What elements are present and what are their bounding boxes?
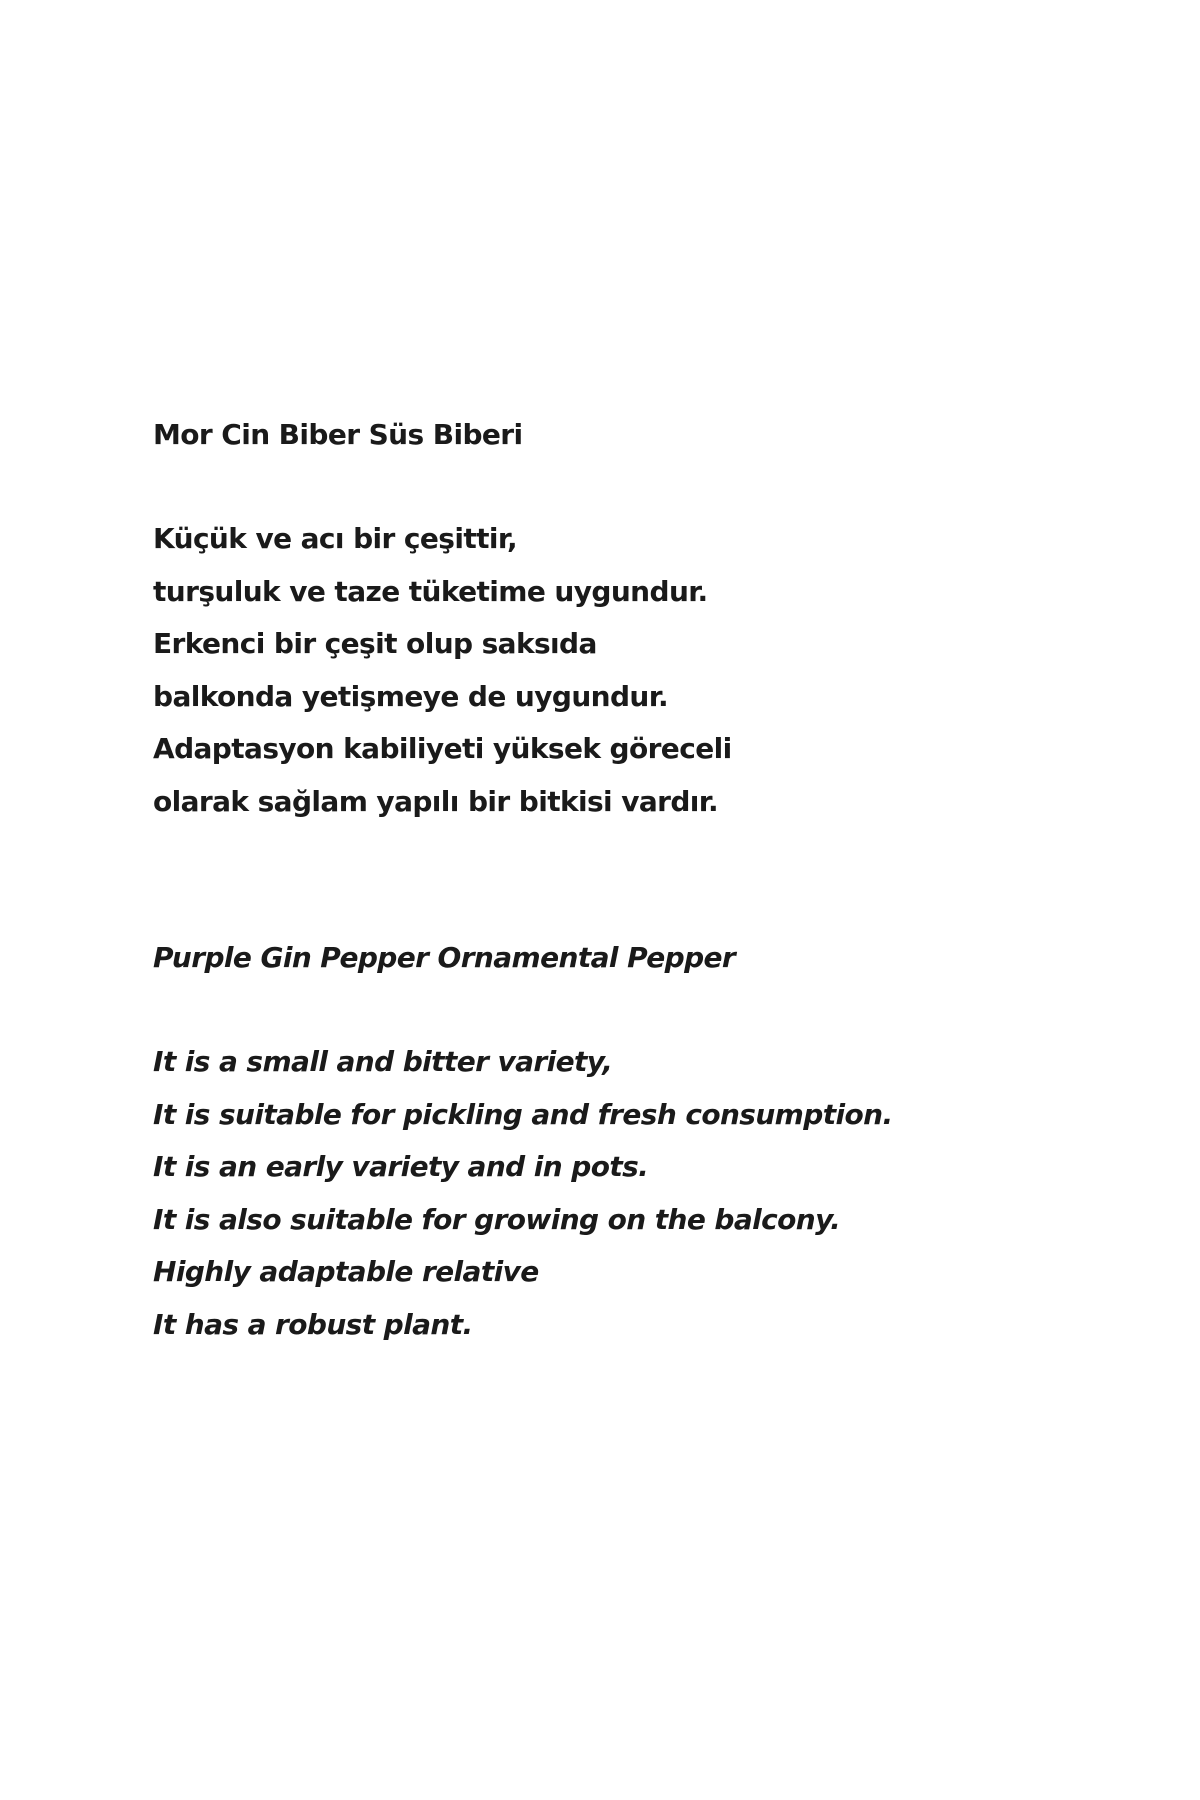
turkish-line-2: turşuluk ve taze tüketime uygundur. bbox=[153, 574, 708, 608]
english-section-heading-block bbox=[153, 941, 1153, 975]
turkish-line-5: Adaptasyon kabiliyeti yüksek göreceli bbox=[153, 732, 732, 765]
english-line-2: It is suitable for pickling and fresh consumption. bbox=[153, 1097, 893, 1131]
english-description bbox=[153, 1036, 1153, 1351]
turkish-title: Mor Cin Biber Süs Biberi bbox=[153, 418, 523, 451]
english-line-6: It has a robust plant. bbox=[153, 1307, 473, 1341]
turkish-description bbox=[153, 513, 1153, 828]
english-line-1: It is a small and bitter variety, bbox=[153, 1045, 613, 1078]
english-line-5: Highly adaptable relative bbox=[153, 1255, 539, 1288]
english-title: Purple Gin Pepper Ornamental Pepper bbox=[153, 941, 736, 974]
turkish-line-4: balkonda yetişmeye de uygundur. bbox=[153, 679, 669, 713]
turkish-line-1: Küçük ve acı bir çeşittir, bbox=[153, 522, 518, 555]
english-line-4: It is also suitable for growing on the balcony. bbox=[153, 1202, 841, 1236]
turkish-section-heading-block bbox=[153, 418, 1153, 452]
turkish-line-3: Erkenci bir çeşit olup saksıda bbox=[153, 627, 597, 660]
turkish-line-6: olarak sağlam yapılı bir bitkisi vardır. bbox=[153, 784, 719, 818]
english-line-3: It is an early variety and in pots. bbox=[153, 1150, 649, 1183]
